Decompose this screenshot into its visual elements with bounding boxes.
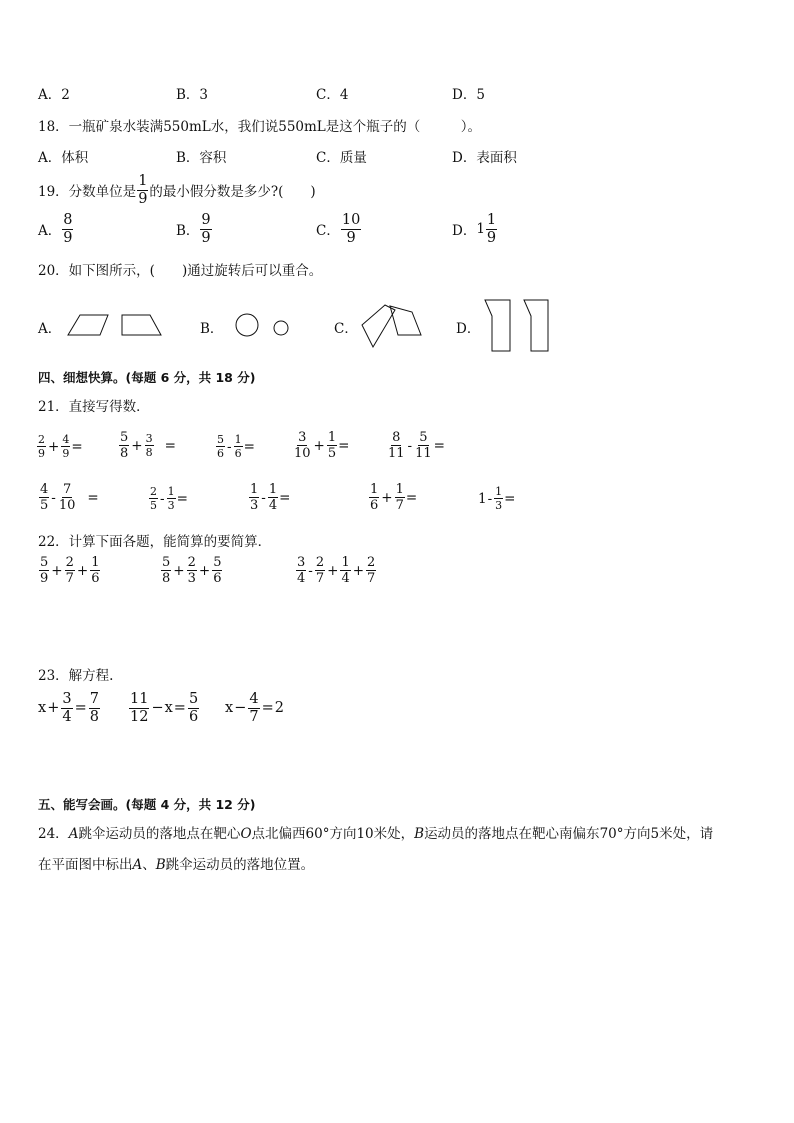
q22-stem: 22．计算下面各题，能简算的要简算． bbox=[38, 534, 272, 550]
q19-stem: 19．分数单位是 $\frac{1}{9}$ 的最小假分数是多少?( ) bbox=[38, 173, 316, 207]
q21-r1-e2: $\frac{5}{8}$ + $\frac{3}{8}$ = bbox=[120, 430, 176, 461]
q23-stem: 23．解方程. bbox=[38, 668, 114, 684]
section4-title: 四、细想快算。(每题 6 分，共 18 分) bbox=[38, 370, 256, 385]
q21-r2-e5: 1 - $\frac{1}{3}$ = bbox=[478, 485, 516, 512]
q19-option-d: D． 1 $\frac{1}{9}$ bbox=[452, 212, 497, 246]
section5-title: 五、能写会画。(每题 4 分，共 12 分) bbox=[38, 797, 256, 812]
q19-option-a: A． $\frac{8}{9}$ bbox=[38, 212, 73, 246]
q18-option-a: A．体积 bbox=[38, 150, 89, 166]
q18-option-b: B．容积 bbox=[176, 150, 227, 166]
q18-option-c: C．质量 bbox=[316, 150, 367, 166]
q20-label-a: A． bbox=[38, 321, 62, 337]
q21-r2-e3: $\frac{1}{3}$ - $\frac{1}{4}$ = bbox=[250, 482, 291, 513]
q19-option-c: C． $\frac{10}{9}$ bbox=[316, 212, 361, 246]
q17-option-a: A．2 bbox=[38, 87, 70, 103]
q23-equation-1: x + $\frac{3}{4}$ = $\frac{7}{8}$ bbox=[38, 691, 99, 725]
q18-stem: 18．一瓶矿泉水装满550mL水，我们说550mL是这个瓶子的（ ）。 bbox=[38, 119, 482, 135]
q18-option-d: D．表面积 bbox=[452, 150, 517, 166]
q22-expr-1: $\frac{5}{9}$ + $\frac{2}{7}$ + $\frac{1}{6}$ bbox=[40, 555, 100, 586]
q21-r2-e2: $\frac{2}{5}$ - $\frac{1}{3}$ = bbox=[150, 485, 188, 512]
q21-r1-e3: $\frac{5}{6}$ - $\frac{1}{6}$ = bbox=[217, 433, 255, 460]
q17-option-b: B．3 bbox=[176, 87, 209, 103]
q20-label-c: C． bbox=[334, 321, 358, 337]
q19-unit-fraction: $\frac{1}{9}$ bbox=[138, 173, 148, 207]
q23-equation-2: $\frac{11}{12}$ − x = $\frac{5}{6}$ bbox=[130, 691, 199, 725]
q20-d-shape-right bbox=[524, 300, 548, 351]
q20-b-small-circle bbox=[274, 321, 288, 335]
q21-r1-e4: $\frac{3}{10}$ + $\frac{1}{5}$ = bbox=[294, 430, 350, 461]
q23-equation-3: x − $\frac{4}{7}$ = 2 bbox=[225, 691, 284, 725]
q21-r2-e1: $\frac{4}{5}$ - $\frac{7}{10}$ = bbox=[40, 482, 99, 513]
q24-line-1: 24．A跳伞运动员的落地点在靶心O点北偏西60°方向10米处，B运动员的落地点在靶心南偏东70°方向5米处，请 bbox=[38, 826, 714, 842]
q19-option-b: B． $\frac{9}{9}$ bbox=[176, 212, 211, 246]
q24-line-2: 在平面图中标出A、B跳伞运动员的落地位置。 bbox=[38, 857, 315, 873]
q17-option-d: D．5 bbox=[452, 87, 485, 103]
q17-option-c: C．4 bbox=[316, 87, 349, 103]
q20-figures bbox=[0, 0, 794, 400]
q22-expr-3: $\frac{3}{4}$ - $\frac{2}{7}$ + $\frac{1}{4}$ + $\frac{2}{7}$ bbox=[297, 555, 376, 586]
q20-b-large-circle bbox=[236, 314, 258, 336]
q21-r1-e5: $\frac{8}{11}$ - $\frac{5}{11}$ = bbox=[388, 430, 445, 461]
q20-label-b: B． bbox=[200, 321, 224, 337]
q20-stem: 20．如下图所示，( )通过旋转后可以重合。 bbox=[38, 263, 323, 279]
q21-stem: 21．直接写得数． bbox=[38, 399, 150, 415]
q20-a-parallelogram bbox=[68, 315, 108, 335]
q20-c-quadrilateral-left bbox=[362, 305, 395, 347]
q20-d-shape-left bbox=[485, 300, 510, 351]
q22-expr-2: $\frac{5}{8}$ + $\frac{2}{3}$ + $\frac{5}{6}$ bbox=[162, 555, 222, 586]
q20-a-trapezoid bbox=[122, 315, 161, 335]
q21-r2-e4: $\frac{1}{6}$ + $\frac{1}{7}$ = bbox=[370, 482, 418, 513]
q21-r1-e1: $\frac{2}{9}$ + $\frac{4}{9}$ = bbox=[38, 433, 83, 460]
q20-label-d: D． bbox=[456, 321, 481, 337]
